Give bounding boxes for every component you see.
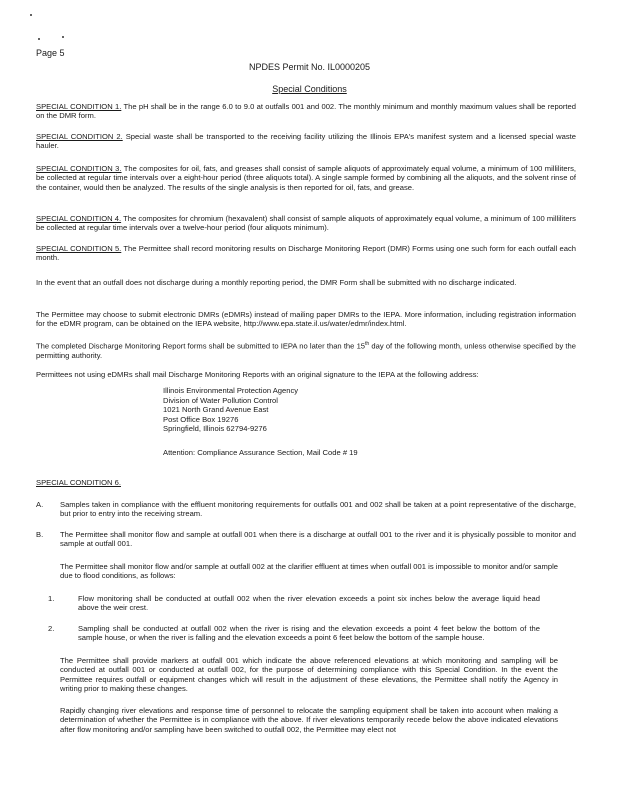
condition-text: The Permittee shall record monitoring results on Discharge Monitoring Report (DMR) Forms using one such form for each outfall each month. (36, 244, 576, 263)
subitem-marker: 2. (48, 624, 55, 633)
address-line: Post Office Box 19276 (163, 414, 239, 424)
deadline-text: The completed Discharge Monitoring Report forms shall be submitted to IEPA no later than the 15 (36, 341, 366, 351)
deadline-text-end: day of the following month, unless otherwise specified by the permitting authority. (36, 341, 576, 360)
special-condition-6-heading (36, 478, 576, 487)
attention-line: Attention: Compliance Assurance Section, Mail Code # 19 (163, 448, 358, 457)
special-condition-5 (36, 244, 576, 263)
page-number: Page 5 (36, 48, 65, 58)
condition-6-item-b (36, 530, 576, 549)
condition-label: SPECIAL CONDITION 1. (36, 102, 122, 111)
condition-text: The composites for oil, fats, and greases shall consist of sample aliquots of approximately equal volume, a minimum of 100 milliliters, be collected at regular time intervals over a eight-hour period (three aliquots total). A single sample formed by combining all the aliquots, and the solvent rinse of the container, would then be analyzed. The results of the single analysis is then reported for oil, fats, and grease. (36, 164, 576, 192)
permit-number: NPDES Permit No. IL0000205 (248, 62, 371, 72)
deadline-paragraph (36, 340, 576, 360)
special-condition-2 (36, 132, 576, 151)
special-condition-4 (36, 214, 576, 233)
condition-label: SPECIAL CONDITION 6. (36, 478, 121, 487)
scan-speck (62, 36, 64, 38)
mailing-address (163, 386, 298, 434)
no-discharge-paragraph: In the event that an outfall does not discharge during a monthly reporting period, the DMR Form shall be submitted with no discharge indicated. (36, 278, 517, 287)
address-line: Illinois Environmental Protection Agency (163, 386, 299, 395)
address-line: Division of Water Pollution Control (163, 395, 278, 405)
condition-text: Special waste shall be transported to the receiving facility utilizing the Illinois EPA's manifest system and a licensed special waste hauler. (36, 132, 576, 151)
ordinal-suffix: th (365, 341, 370, 347)
condition-6-subitem-1 (48, 594, 540, 613)
item-text: Samples taken in compliance with the effluent monitoring requirements for outfalls 001 and 002 shall be taken at a point representative of the discharge, but prior to entry into the receiving stream. (60, 500, 576, 519)
edmr-paragraph: The Permittee may choose to submit electronic DMRs (eDMRs) instead of mailing paper DMRs to the IEPA. More information, including registration information for the eDMR program, can be obtained on the IEPA website, http://www.epa.state.il.us/water/edmr/index.html. (36, 310, 576, 329)
condition-text: The pH shall be in the range 6.0 to 9.0 at outfalls 001 and 002. The monthly minimum and monthly maximum values shall be reported on the DMR form. (36, 102, 576, 121)
condition-6-subitem-2 (48, 624, 540, 643)
scan-speck (38, 38, 40, 40)
item-marker: B. (36, 530, 44, 539)
condition-label: SPECIAL CONDITION 3. (36, 164, 122, 173)
address-line: Springfield, Illinois 62794-9276 (163, 424, 267, 434)
subitem-text: Flow monitoring shall be conducted at outfall 002 when the river elevation exceeds a point six inches below the average liquid head above the weir crest. (78, 594, 540, 613)
scan-speck (30, 14, 32, 16)
special-condition-3 (36, 164, 576, 192)
condition-6-b-paragraph: The Permittee shall monitor flow and/or sample at outfall 002 at the clarifier effluent at times when outfall 001 is impossible to monitor and/or sample due to flood conditions, as follows: (60, 562, 558, 581)
item-marker: A. (36, 500, 44, 509)
condition-text: The composites for chromium (hexavalent) shall consist of sample aliquots of approximately equal volume, a minimum of 100 milliliters be collected at regular time intervals over a twelve-hour period (four aliquots minimum). (36, 214, 576, 233)
markers-paragraph: The Permittee shall provide markers at outfall 001 which indicate the above referenced elevations at which monitoring and sampling will be conducted at outfall 001 or conducted at outfall 002, for the purpose of determining compliance with this Special Condition. In the event the Permittee requires outfall or equipment changes which will result in the adjustment of these elevations, the Permittee shall notify the Agency in writing prior to making these changes. (60, 656, 558, 694)
rapid-change-paragraph: Rapidly changing river elevations and response time of personnel to relocate the sampling equipment shall be taken into account when making a determination of whether the Permittee is in compliance with the above. If river elevations temporarily recede below the above indicated elevations after flow monitoring and/or sampling have been switched to outfall 002, the Permittee may elect not (60, 706, 558, 734)
condition-6-item-a (36, 500, 576, 519)
item-text: The Permittee shall monitor flow and sample at outfall 001 when there is a discharge at outfall 001 to the river and it is physically possible to monitor and sample at outfall 001. (60, 530, 576, 549)
mail-intro-paragraph: Permittees not using eDMRs shall mail Discharge Monitoring Reports with an original signature to the IEPA at the following address: (36, 370, 479, 379)
subitem-text: Sampling shall be conducted at outfall 002 when the river is rising and the elevation exceeds a point 4 feet below the bottom of the sample house, or when the river is falling and the elevation exceeds a point 6 feet below the bottom of the sample house. (78, 624, 540, 643)
condition-label: SPECIAL CONDITION 5. (36, 244, 122, 253)
address-line: 1021 North Grand Avenue East (163, 405, 269, 415)
condition-label: SPECIAL CONDITION 2. (36, 132, 123, 141)
condition-label: SPECIAL CONDITION 4. (36, 214, 122, 223)
subitem-marker: 1. (48, 594, 55, 603)
section-title: Special Conditions (272, 84, 347, 94)
special-condition-1 (36, 102, 576, 121)
